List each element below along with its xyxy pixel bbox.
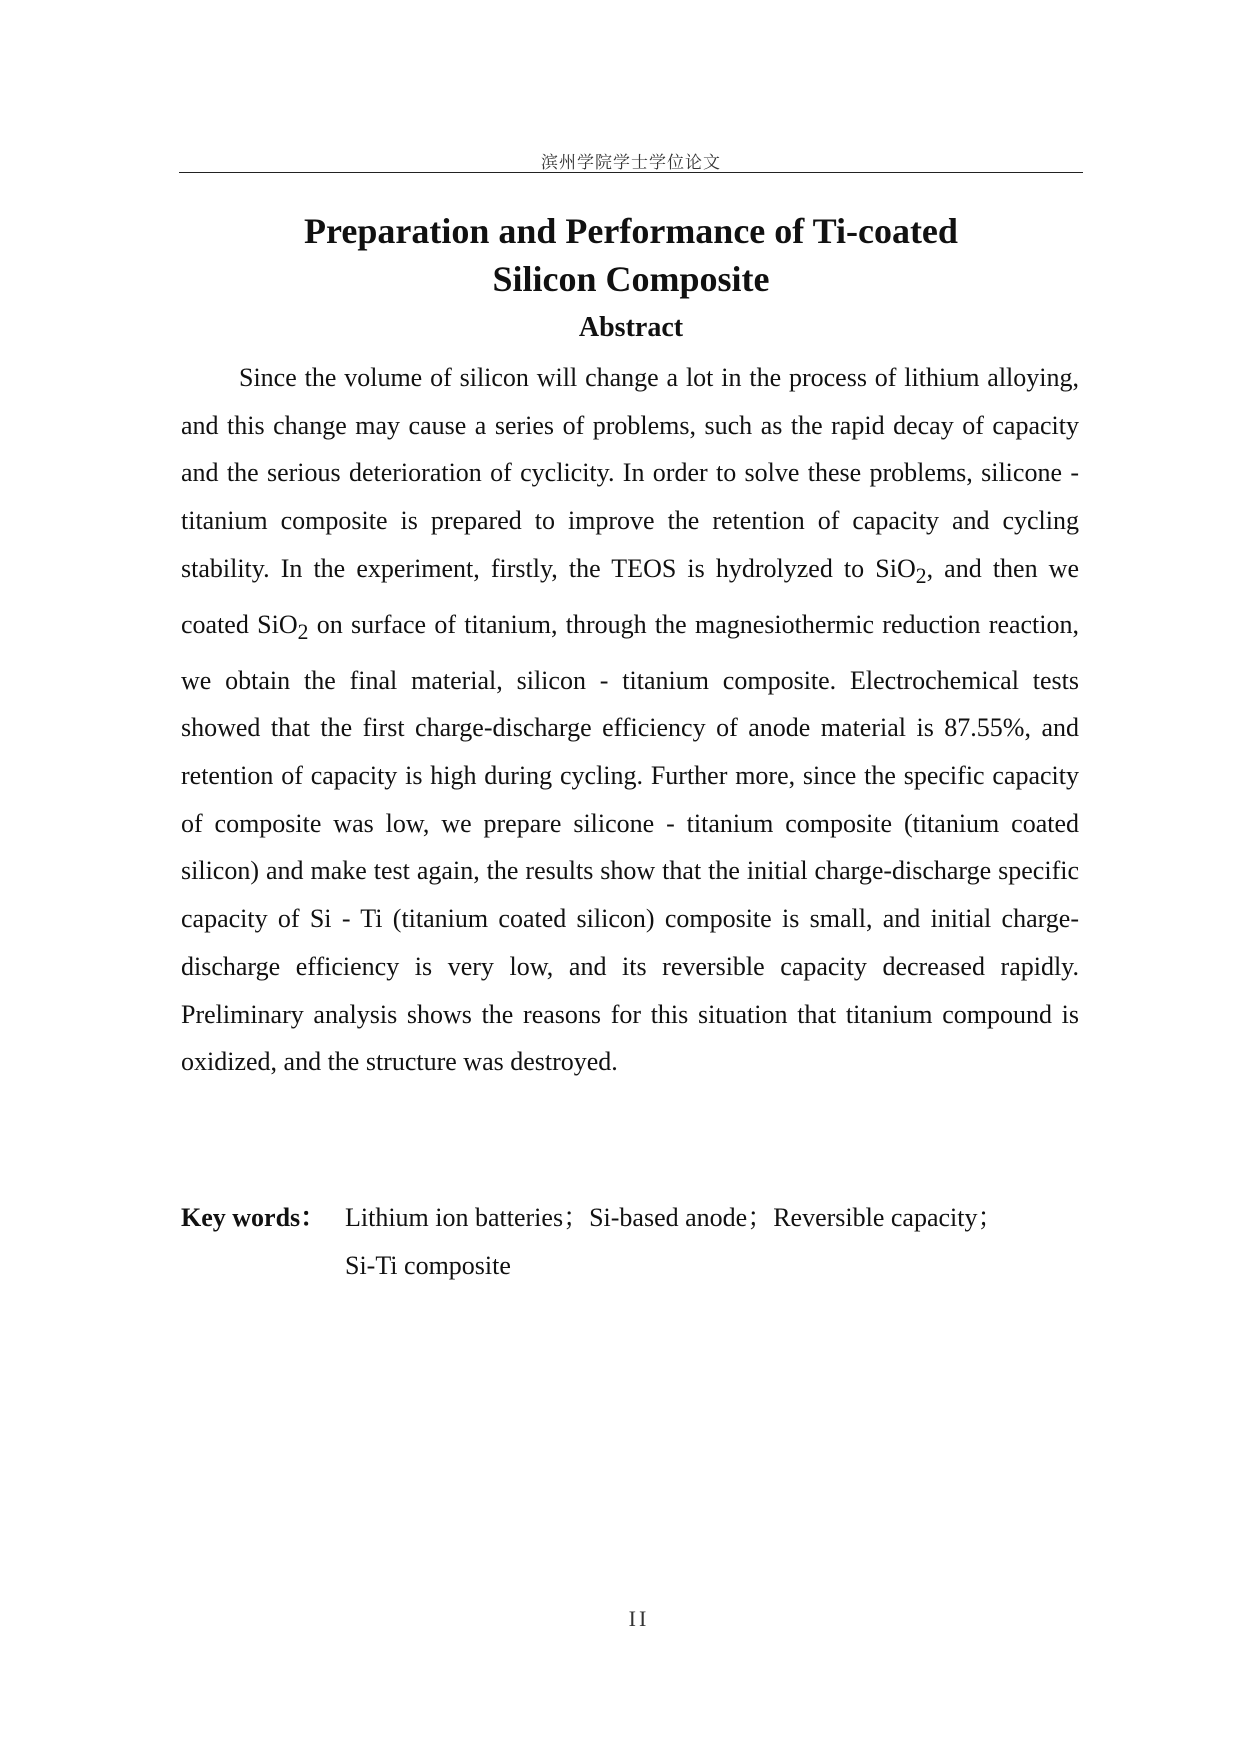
keywords-list bbox=[345, 1194, 1085, 1289]
abstract-text-part-1: Since the volume of silicon will change a lot in the process of lithium alloying, and this change may cause a series of problems, such as the rapid decay of capacity and the serious deterioration of cyclicity. In order to solve these problems, silicone - titanium composite is prepared to improve the retention of capacity and cycling stability. In the experiment, firstly, the TEOS is hydrolyzed to bbox=[181, 363, 1079, 583]
chemical-formula-sio2: SiO$_2$ bbox=[257, 609, 309, 644]
running-header: 滨州学院学士学位论文 bbox=[541, 153, 721, 172]
abstract-heading: Abstract bbox=[578, 312, 684, 343]
abstract-paragraph bbox=[181, 354, 1079, 1086]
header-divider bbox=[179, 172, 1083, 173]
keywords-label: Key words： bbox=[181, 1203, 327, 1232]
page-number: II bbox=[628, 1606, 650, 1631]
abstract-text-part-2: , and then we coated bbox=[181, 553, 1080, 639]
thesis-title bbox=[179, 207, 1083, 303]
abstract-text-part-3: on surface of titanium, through the magnesiothermic reduction reaction, we obtain the final material, silicon - titanium composite. Electrochemical tests showed that the first charge-discharge efficiency of anode material is 87.55%, and retention of capacity is high during cycling. Further more, since the specific capacity of composite was low, we prepare silicone - titanium composite (titanium coated silicon) and make test again, the results show that the initial charge-discharge specific capacity of Si - Ti (titanium coated silicon) composite is small, and initial charge-discharge efficiency is very low, and its reversible capacity decreased rapidly. Preliminary analysis shows the reasons for this situation that titanium compound is oxidized, and the structure was destroyed. bbox=[181, 609, 1080, 1077]
keyword-item: Si-Ti composite bbox=[345, 1250, 511, 1280]
keyword-item: Lithium ion batteries； bbox=[345, 1203, 590, 1232]
keyword-item: Reversible capacity； bbox=[773, 1203, 1004, 1232]
keyword-item: Si-based anode； bbox=[589, 1203, 774, 1232]
thesis-title-line-2: Silicon Composite bbox=[492, 259, 770, 299]
chemical-formula-sio2: SiO$_2$ bbox=[875, 553, 927, 588]
thesis-title-line-1: Preparation and Performance of Ti-coated bbox=[304, 211, 958, 251]
